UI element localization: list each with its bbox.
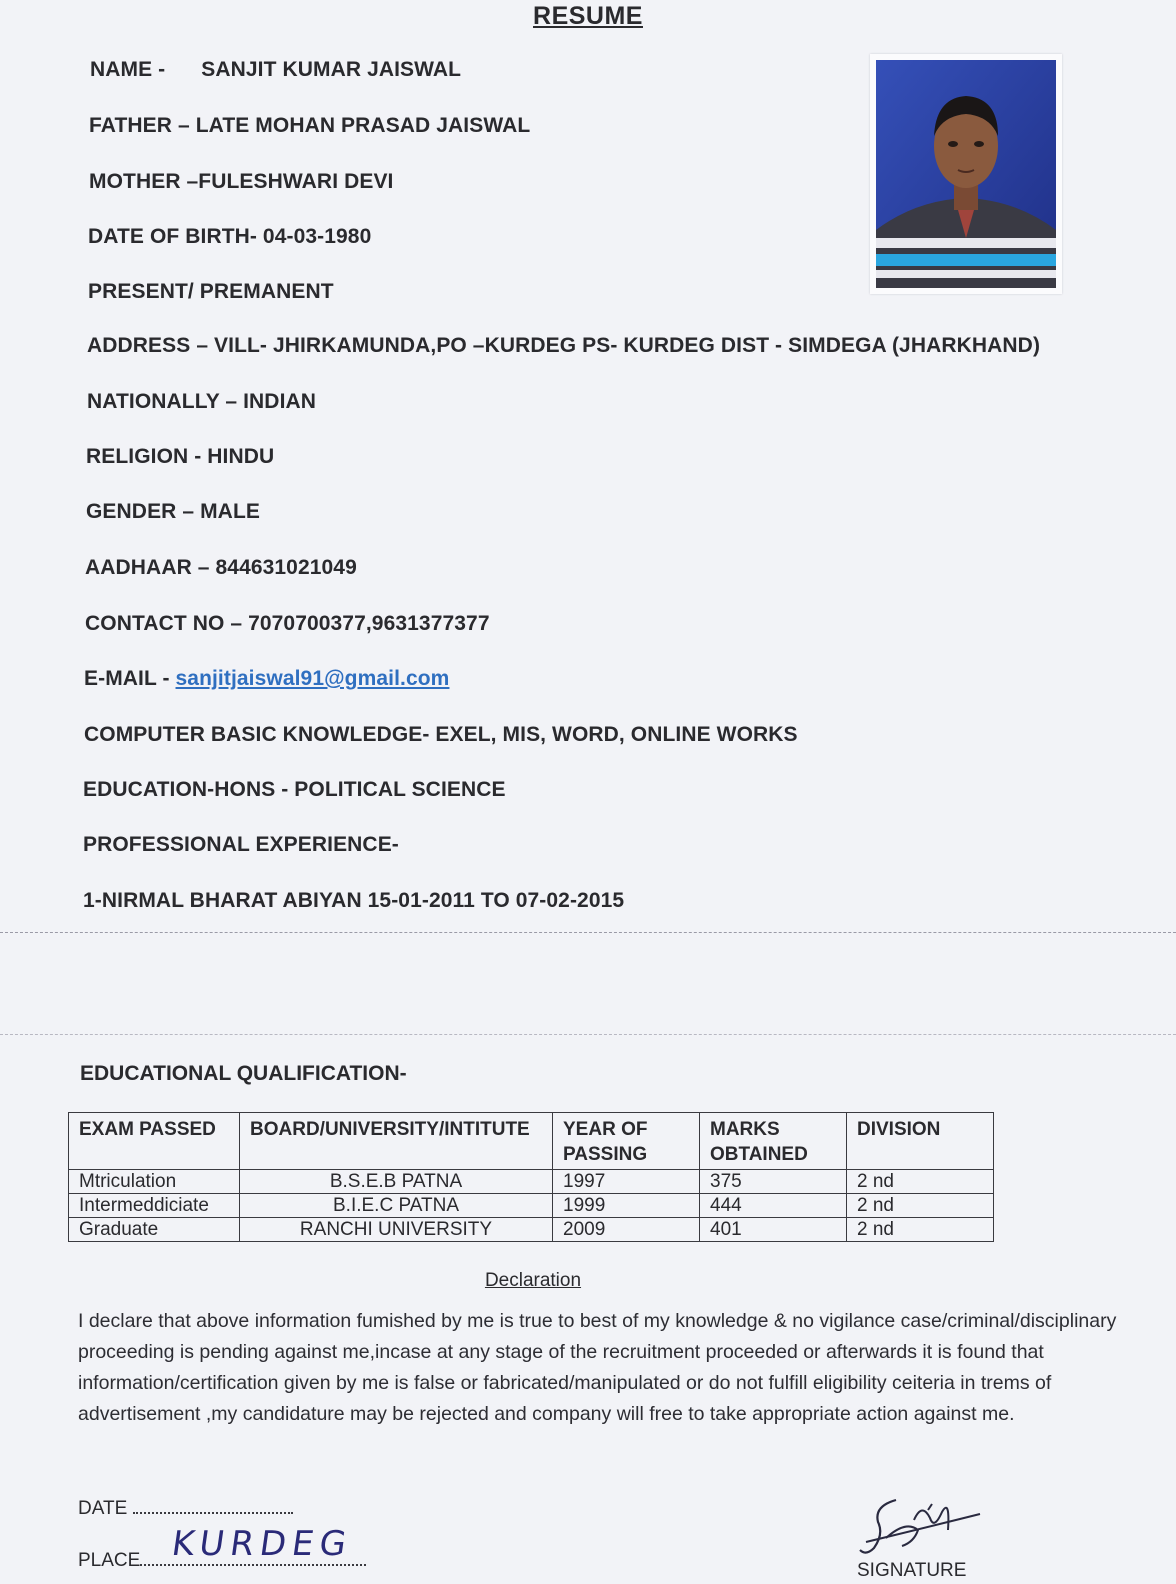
cell-board: B.I.E.C PATNA <box>240 1194 553 1218</box>
contact-line: CONTACT NO – 7070700377,9631377377 <box>85 612 490 635</box>
place-handwritten: KURDEG <box>169 1524 355 1564</box>
header-division: DIVISION <box>847 1113 994 1170</box>
paper-fold-line <box>0 932 1176 933</box>
experience-item: 1-NIRMAL BHARAT ABIYAN 15-01-2011 TO 07-02-2015 <box>83 889 625 912</box>
nationality-line: NATIONALLY – INDIAN <box>87 390 317 413</box>
signature-mark <box>856 1490 986 1560</box>
table-row <box>69 1194 994 1218</box>
mother-line: MOTHER –FULESHWARI DEVI <box>89 170 394 193</box>
education-line: EDUCATION-HONS - POLITICAL SCIENCE <box>83 778 506 801</box>
profile-photo <box>870 54 1062 294</box>
cell-exam: Graduate <box>69 1218 240 1242</box>
portrait-image <box>876 60 1056 288</box>
cell-exam: Mtriculation <box>69 1170 240 1194</box>
page-title: RESUME <box>533 2 643 30</box>
cell-board: RANCHI UNIVERSITY <box>240 1218 553 1242</box>
header-exam-passed: EXAM PASSED <box>69 1113 240 1170</box>
date-label: DATE <box>78 1498 128 1519</box>
cell-division: 2 nd <box>847 1194 994 1218</box>
gender-line: GENDER – MALE <box>86 500 260 523</box>
cell-year: 2009 <box>553 1218 700 1242</box>
paper-fold-line-2 <box>0 1034 1176 1035</box>
date-field <box>78 1496 293 1520</box>
experience-heading: PROFESSIONAL EXPERIENCE- <box>83 833 399 856</box>
present-permanent-line: PRESENT/ PREMANENT <box>88 280 334 303</box>
cell-division: 2 nd <box>847 1218 994 1242</box>
cell-year: 1997 <box>553 1170 700 1194</box>
father-line: FATHER – LATE MOHAN PRASAD JAISWAL <box>89 114 531 137</box>
date-blank <box>133 1496 293 1514</box>
header-board: BOARD/UNIVERSITY/INTITUTE <box>240 1113 553 1170</box>
table-header-row <box>69 1113 994 1170</box>
email-link[interactable]: sanjitjaiswal91@gmail.com <box>175 667 450 690</box>
name-line <box>90 58 461 82</box>
religion-line: RELIGION - HINDU <box>86 445 275 468</box>
cell-marks: 375 <box>700 1170 847 1194</box>
dob-line: DATE OF BIRTH- 04-03-1980 <box>88 225 372 248</box>
education-table <box>68 1112 994 1242</box>
aadhaar-line: AADHAAR – 844631021049 <box>85 556 357 579</box>
cell-year: 1999 <box>553 1194 700 1218</box>
name-value: SANJIT KUMAR JAISWAL <box>201 58 462 81</box>
cell-marks: 444 <box>700 1194 847 1218</box>
place-label: PLACE <box>78 1550 141 1571</box>
address-line: ADDRESS – VILL- JHIRKAMUNDA,PO –KURDEG PS- KURDEG DIST - SIMDEGA (JHARKHAND) <box>87 334 1041 357</box>
cell-exam: Intermeddiciate <box>69 1194 240 1218</box>
email-line <box>84 667 449 691</box>
signature-label: SIGNATURE <box>857 1560 967 1581</box>
computer-knowledge-line: COMPUTER BASIC KNOWLEDGE- EXEL, MIS, WORD, ONLINE WORKS <box>84 723 798 746</box>
cell-division: 2 nd <box>847 1170 994 1194</box>
email-label: E-MAIL - <box>84 667 176 690</box>
name-label: NAME - <box>90 58 166 81</box>
table-row <box>69 1218 994 1242</box>
header-marks: MARKS OBTAINED <box>700 1113 847 1170</box>
declaration-title: Declaration <box>484 1270 582 1291</box>
cell-marks: 401 <box>700 1218 847 1242</box>
declaration-text: I declare that above information fumished by me is true to best of my knowledge & no vigilance case/criminal/disciplinary proceeding is pending against me,incase at any stage of the recruitment proceeded or afterwards it is found that information/certification given by me is false or fabricated/manipulated or do not fulfill eligibility ceiteria in trems of advertisement ,my candidature may be rejected and company will free to take appropriate action against me. <box>78 1310 1117 1425</box>
cell-board: B.S.E.B PATNA <box>240 1170 553 1194</box>
education-section-title: EDUCATIONAL QUALIFICATION- <box>80 1062 407 1085</box>
header-year: YEAR OF PASSING <box>553 1113 700 1170</box>
table-row <box>69 1170 994 1194</box>
